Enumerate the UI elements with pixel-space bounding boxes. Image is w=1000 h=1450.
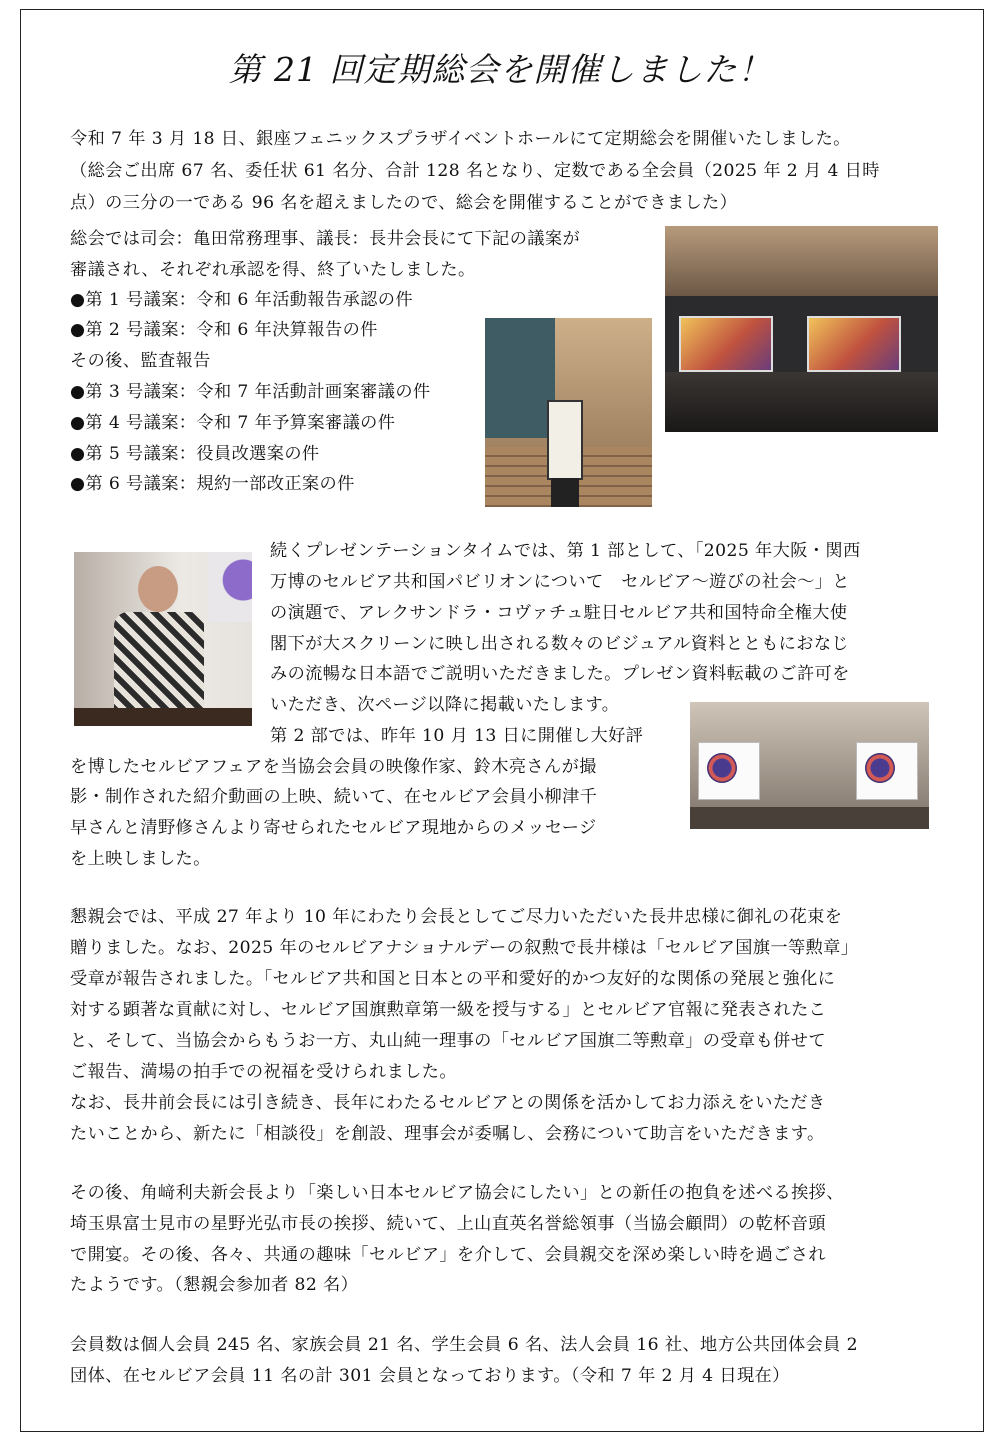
text-line: なお、長井前会長には引き続き、長年にわたるセルビアとの関係を活かしてお力添えをいただき xyxy=(70,1093,826,1113)
text-line: 閣下が大スクリーンに映し出される数々のビジュアル資料とともにおなじ xyxy=(270,634,850,654)
ambassador-speaking-photo xyxy=(74,552,252,726)
text-line: 第 2 部では、昨年 10 月 13 日に開催し大好評 xyxy=(270,726,644,746)
text-line: （総会ご出席 67 名、委任状 61 名分、合計 128 名となり、定数である全会員（2025 年 2 月 4 日時 xyxy=(70,161,880,181)
text-line: 早さんと清野修さんより寄せられたセルビア現地からのメッセージ xyxy=(70,818,597,838)
agenda-line: 総会では司会：亀田常務理事、議長：長井会長にて下記の議案が xyxy=(70,229,581,249)
text-line: みの流暢な日本語でご説明いただきました。プレゼン資料転載のご許可を xyxy=(270,664,850,684)
text-line: ご報告、満場の拍手での祝福を受けられました。 xyxy=(70,1062,457,1082)
text-line: 受章が報告されました。「セルビア共和国と日本との平和愛好的かつ友好的な関係の発展と強化に xyxy=(70,969,836,989)
text-line: を上映しました。 xyxy=(70,849,211,869)
text-line: 続くプレゼンテーションタイムでは、第 1 部として、「2025 年大阪・関西 xyxy=(270,541,861,561)
stage-presentation-photo xyxy=(690,702,929,829)
text-line: 団体、在セルビア会員 11 名の計 301 会員となっております。（令和 7 年 2 月 4 日現在） xyxy=(70,1366,790,1386)
agenda-item: ●第 2 号議案：令和 6 年決算報告の件 xyxy=(70,320,378,340)
text-line: 対する顕著な貢献に対し、セルビア国旗勲章第一級を授与する」とセルビア官報に発表されたこ xyxy=(70,1000,827,1020)
text-line: 影・制作された紹介動画の上映、続いて、在セルビア会員小柳津千 xyxy=(70,787,598,807)
agenda-line: 審議され、それぞれ承認を得、終了いたしました。 xyxy=(70,260,476,280)
text-line: 埼玉県富士見市の星野光弘市長の挨拶、続いて、上山直英名誉総領事（当協会顧問）の乾杯音頭 xyxy=(70,1214,826,1234)
agenda-item: ●第 5 号議案：役員改選案の件 xyxy=(70,444,320,464)
text-line: と、そして、当協会からもうお一方、丸山純一理事の「セルビア国旗二等勲章」の受章も併せて xyxy=(70,1031,826,1051)
text-line: その後、角﨑利夫新会長より「楽しい日本セルビア協会にしたい」との新任の抱負を述べる挨拶、 xyxy=(70,1183,844,1203)
text-line: の演題で、アレクサンドラ・コヴァチュ駐日セルビア共和国特命全権大使 xyxy=(270,603,848,623)
text-line: を博したセルビアフェアを当協会会員の映像作家、鈴木亮さんが撮 xyxy=(70,757,597,777)
text-line: いただき、次ページ以降に掲載いたします。 xyxy=(270,695,620,715)
agenda-line: その後、監査報告 xyxy=(70,351,211,371)
text-line: たようです。（懇親会参加者 82 名） xyxy=(70,1275,359,1295)
text-line: 万博のセルビア共和国パビリオンについて セルビア～遊びの社会～」と xyxy=(270,572,850,592)
text-line: 令和 7 年 3 月 18 日、銀座フェニックスプラザイベントホールにて定期総会を開催いたしました。 xyxy=(70,129,851,149)
meeting-hall-photo xyxy=(665,226,938,432)
text-line: 点）の三分の一である 96 名を超えましたので、総会を開催することができました） xyxy=(70,193,738,213)
page-title: 第 21 回定期総会を開催しました！ xyxy=(228,50,772,89)
venue-entrance-photo xyxy=(485,318,652,507)
text-line: で開宴。その後、各々、共通の趣味「セルビア」を介して、会員親交を深め楽しい時を過ごされ xyxy=(70,1245,826,1265)
agenda-item: ●第 4 号議案：令和 7 年予算案審議の件 xyxy=(70,413,396,433)
agenda-item: ●第 1 号議案：令和 6 年活動報告承認の件 xyxy=(70,290,413,310)
agenda-item: ●第 6 号議案：規約一部改正案の件 xyxy=(70,474,355,494)
text-line: たいことから、新たに「相談役」を創設、理事会が委嘱し、会務について助言をいただきます。 xyxy=(70,1124,825,1144)
text-line: 懇親会では、平成 27 年より 10 年にわたり会長としてご尽力いただいた長井忠様に御礼の花束を xyxy=(70,907,843,927)
agenda-item: ●第 3 号議案：令和 7 年活動計画案審議の件 xyxy=(70,382,431,402)
text-line: 贈りました。なお、2025 年のセルビアナショナルデーの叙勲で長井様は「セルビア国旗一等勲章」 xyxy=(70,938,859,958)
text-line: 会員数は個人会員 245 名、家族会員 21 名、学生会員 6 名、法人会員 16 社、地方公共団体会員 2 xyxy=(70,1335,858,1355)
